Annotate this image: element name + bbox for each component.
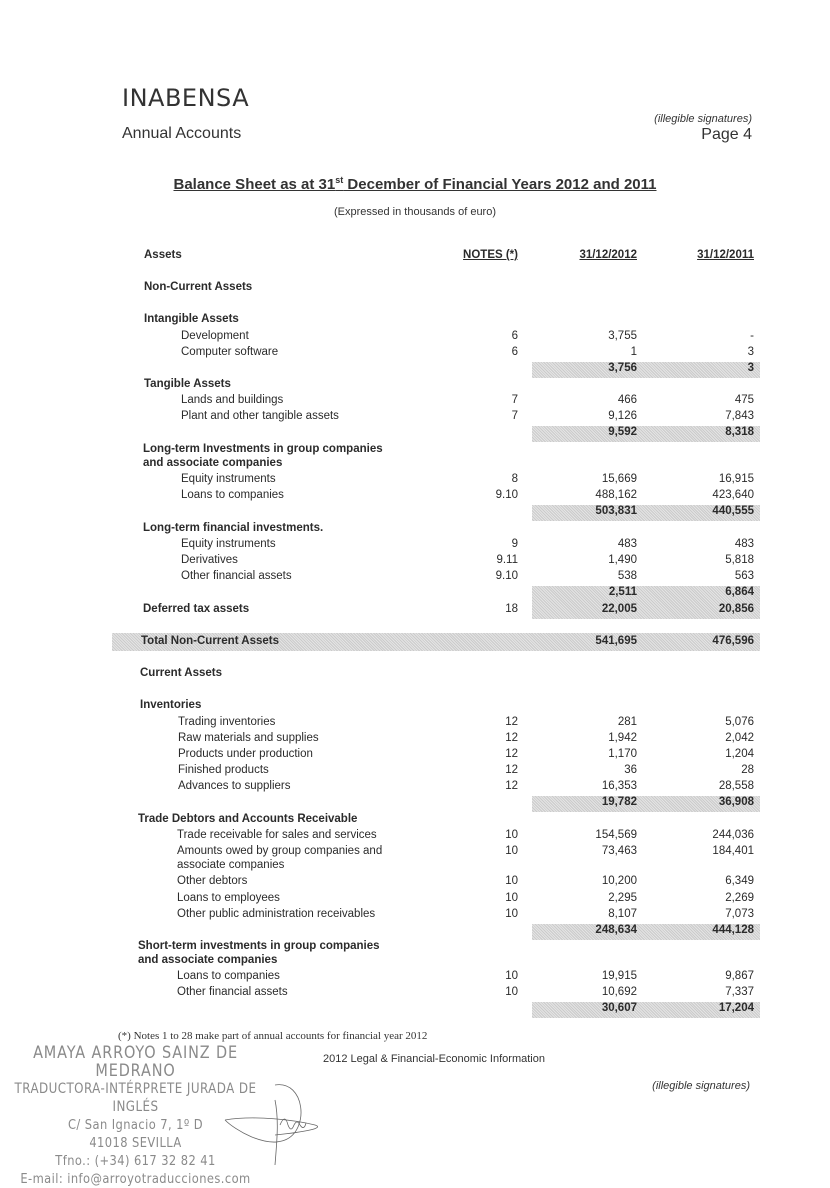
page-number: Page 4 [701, 126, 752, 143]
table-row: Development 6 3,755 - [181, 330, 754, 342]
table-row: Other financial assets 9.10 538 563 [181, 570, 754, 582]
assets-column-header: Assets [144, 249, 182, 261]
group-heading: Long-term Investments in group companies [143, 443, 383, 455]
table-row: Plant and other tangible assets 7 9,126 7,843 [181, 410, 754, 422]
table-row: Other debtors 10 10,200 6,349 [177, 875, 754, 887]
footnote: (*) Notes 1 to 28 make part of annual accounts for financial year 2012 [118, 1030, 428, 1042]
signature-note-top: (illegible signatures) [654, 113, 752, 125]
group-heading: Tangible Assets [144, 378, 231, 390]
page-title: Balance Sheet as at 31st December of Financial Years 2012 and 2011 [173, 175, 657, 193]
section-heading: Non-Current Assets [144, 281, 253, 293]
subtotal-row: 30,607 17,204 [601, 1002, 754, 1014]
subtotal-row: 248,634 444,128 [595, 924, 754, 936]
table-row: Derivatives 9.11 1,490 5,818 [181, 554, 754, 566]
subtotal-row: 9,592 8,318 [608, 426, 754, 438]
table-row: Loans to employees 10 2,295 2,269 [177, 892, 754, 904]
deferred-tax-row: Deferred tax assets 18 22,005 20,856 [143, 603, 754, 615]
table-row: Trade receivable for sales and services 10 154,569 244,036 [177, 829, 754, 841]
column-headers [0, 249, 830, 265]
table-row: Equity instruments 8 15,669 16,915 [181, 473, 754, 485]
group-heading: Intangible Assets [144, 313, 239, 325]
legal-info: 2012 Legal & Financial-Economic Information [323, 1053, 545, 1065]
table-row: Products under production 12 1,170 1,204 [178, 748, 754, 760]
table-row: Other public administration receivables 10 8,107 7,073 [177, 908, 754, 920]
y2011-column-header: 31/12/2011 [697, 249, 754, 261]
group-heading: and associate companies [143, 457, 283, 469]
table-row: Advances to suppliers 12 16,353 28,558 [178, 780, 754, 792]
y2012-column-header: 31/12/2012 [579, 249, 637, 261]
group-heading: Inventories [140, 699, 202, 711]
group-heading: and associate companies [138, 954, 278, 966]
subtotal-row: 2,511 6,864 [608, 586, 754, 598]
group-heading: Trade Debtors and Accounts Receivable [138, 813, 358, 825]
translator-stamp: AMAYA ARROYO SAINZ DE MEDRANO TRADUCTORA-INTÉRPRETE JURADA DE INGLÉS C/ San Ignacio 7, 1º D 41018 SEVILLA Tfno.: (+34) 617 32 82 41 E-mail: info@arroyotraducciones.com [14, 1043, 257, 1187]
document-subtitle: Annual Accounts [122, 125, 242, 142]
table-row: Raw materials and supplies 12 1,942 2,042 [178, 732, 754, 744]
table-row: Computer software 6 1 3 [181, 346, 754, 358]
table-row: Amounts owed by group companies and 10 73,463 184,401 [177, 845, 754, 857]
group-heading: Short-term investments in group companies [138, 940, 380, 952]
table-row-continuation: associate companies [177, 859, 285, 871]
table-row: Other financial assets 10 10,692 7,337 [177, 986, 754, 998]
subtotal-row: 503,831 440,555 [595, 505, 754, 517]
table-row: Loans to companies 10 19,915 9,867 [177, 970, 754, 982]
notes-column-header: NOTES (*) [463, 249, 518, 261]
signature-note-bottom: (illegible signatures) [652, 1080, 750, 1092]
subtotal-row: 3,756 3 [608, 362, 754, 374]
units-note: (Expressed in thousands of euro) [333, 206, 497, 218]
subtotal-row: 19,782 36,908 [601, 796, 754, 808]
table-row: Equity instruments 9 483 483 [181, 538, 754, 550]
signature-icon [215, 1080, 355, 1170]
total-non-current-row: Total Non-Current Assets 541,695 476,596 [141, 635, 754, 647]
table-row: Trading inventories 12 281 5,076 [178, 716, 754, 728]
group-heading: Long-term financial investments. [143, 522, 324, 534]
section-heading: Current Assets [140, 667, 223, 679]
table-row: Lands and buildings 7 466 475 [181, 394, 754, 406]
table-row: Loans to companies 9.10 488,162 423,640 [181, 489, 754, 501]
company-logo: INABENSA [122, 84, 250, 112]
table-row: Finished products 12 36 28 [178, 764, 754, 776]
